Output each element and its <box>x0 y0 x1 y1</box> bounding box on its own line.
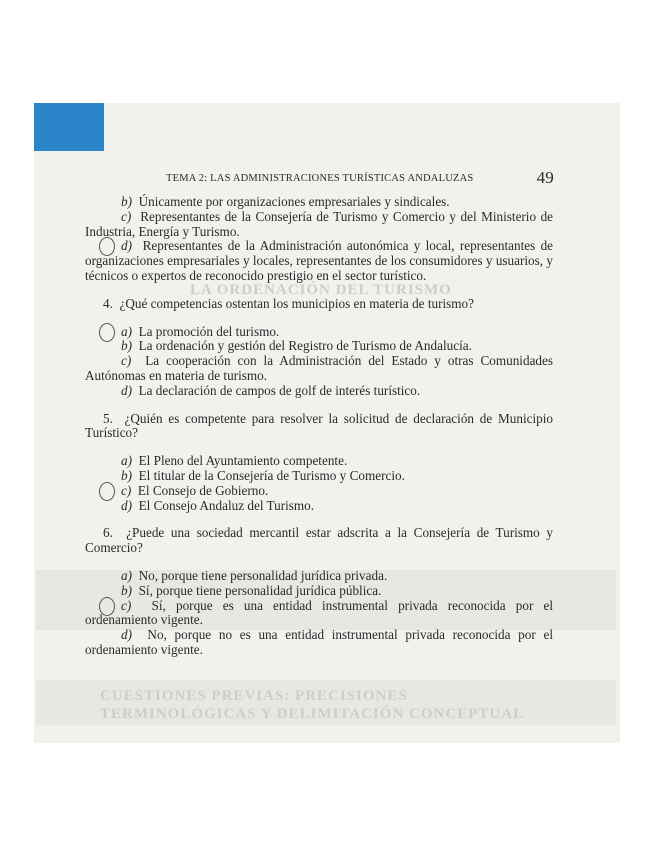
question-text: ¿Quién es competente para resolver la solicitud de declaración de Municipio Turístico? <box>85 410 553 441</box>
question-number: 4. <box>103 295 113 311</box>
option-letter: b) <box>121 467 132 483</box>
bleed-through-heading: LA ORDENACIÓN DEL TURISMO <box>190 282 452 298</box>
option-letter: d) <box>121 382 132 398</box>
option-text: Sí, porque es una entidad instrumental privada reconocida por el ordenamiento vigente. <box>85 597 554 628</box>
option-text: La ordenación y gestión del Registro de Turismo de Andalucía. <box>138 338 472 354</box>
answer-option <box>85 339 553 354</box>
question <box>85 526 553 556</box>
answer-option <box>85 569 553 584</box>
option-letter: b) <box>121 194 132 209</box>
answer-option <box>85 384 553 399</box>
option-text: No, porque tiene personalidad jurídica privada. <box>138 567 388 583</box>
answer-option <box>85 354 553 384</box>
question <box>85 412 553 442</box>
option-text: Representantes de la Administración autonómica y local, representantes de organizaciones empresariales y locales, representantes de los consumidores y usuarios, y técnicos o expertos de reconocido prestigio en el sector turístico. <box>85 238 554 283</box>
question <box>85 297 553 312</box>
answer-option <box>85 210 553 240</box>
bleed-through-heading: TERMINOLÓGICAS Y DELIMITACIÓN CONCEPTUAL <box>100 706 525 722</box>
question-text: ¿Qué competencias ostentan los municipios en materia de turismo? <box>119 295 474 311</box>
answer-option <box>85 584 553 599</box>
question-number: 6. <box>103 525 113 541</box>
option-text: La declaración de campos de golf de interés turístico. <box>138 382 421 398</box>
running-title: TEMA 2: LAS ADMINISTRACIONES TURÍSTICAS ANDALUZAS <box>166 173 474 184</box>
bleed-through-heading: CUESTIONES PREVIAS: PRECISIONES <box>100 688 408 704</box>
answer-option <box>85 195 553 210</box>
option-letter: a) <box>121 567 132 583</box>
option-letter-circled: c) <box>103 599 131 614</box>
option-text: La cooperación con la Administración del Estado y otras Comunidades Autónomas en materia de turismo. <box>85 353 554 383</box>
answer-option <box>85 454 553 469</box>
page-number: 49 <box>536 168 554 187</box>
answer-option <box>85 599 553 629</box>
option-letter-circled: d) <box>103 239 132 254</box>
option-letter: d) <box>121 627 132 643</box>
option-text: El Pleno del Ayuntamiento competente. <box>138 453 348 469</box>
option-letter-circled: a) <box>103 325 132 340</box>
option-letter-circled: c) <box>103 484 131 499</box>
answer-option <box>85 325 553 340</box>
answer-option <box>85 239 553 283</box>
question-text: ¿Puede una sociedad mercantil estar adscrita a la Consejería de Turismo y Comercio? <box>85 525 554 556</box>
page-header <box>166 168 554 190</box>
answer-option <box>85 499 553 514</box>
page-content <box>85 195 553 658</box>
option-letter: c) <box>121 353 132 369</box>
option-text: El Consejo Andaluz del Turismo. <box>138 497 315 513</box>
answer-option <box>85 469 553 484</box>
option-letter: c) <box>121 208 132 224</box>
option-letter: d) <box>121 497 132 513</box>
option-text: Únicamente por organizaciones empresariales y sindicales. <box>138 194 450 209</box>
option-letter: b) <box>121 582 132 598</box>
blue-corner-tab <box>34 103 104 151</box>
answer-option <box>85 484 553 499</box>
option-text: No, porque no es una entidad instrumental privada reconocida por el ordenamiento vigente. <box>85 627 553 657</box>
option-text: El titular de la Consejería de Turismo y Comercio. <box>138 467 405 483</box>
option-text: El Consejo de Gobierno. <box>137 482 269 498</box>
question-number: 5. <box>103 410 113 426</box>
option-text: La promoción del turismo. <box>138 323 280 339</box>
option-text: Sí, porque tiene personalidad jurídica pública. <box>138 582 382 598</box>
option-text: Representantes de la Consejería de Turismo y Comercio y del Ministerio de Industria, Energía y Turismo. <box>85 208 554 239</box>
answer-option <box>85 628 553 658</box>
option-letter: a) <box>121 453 132 469</box>
option-letter: b) <box>121 338 132 354</box>
